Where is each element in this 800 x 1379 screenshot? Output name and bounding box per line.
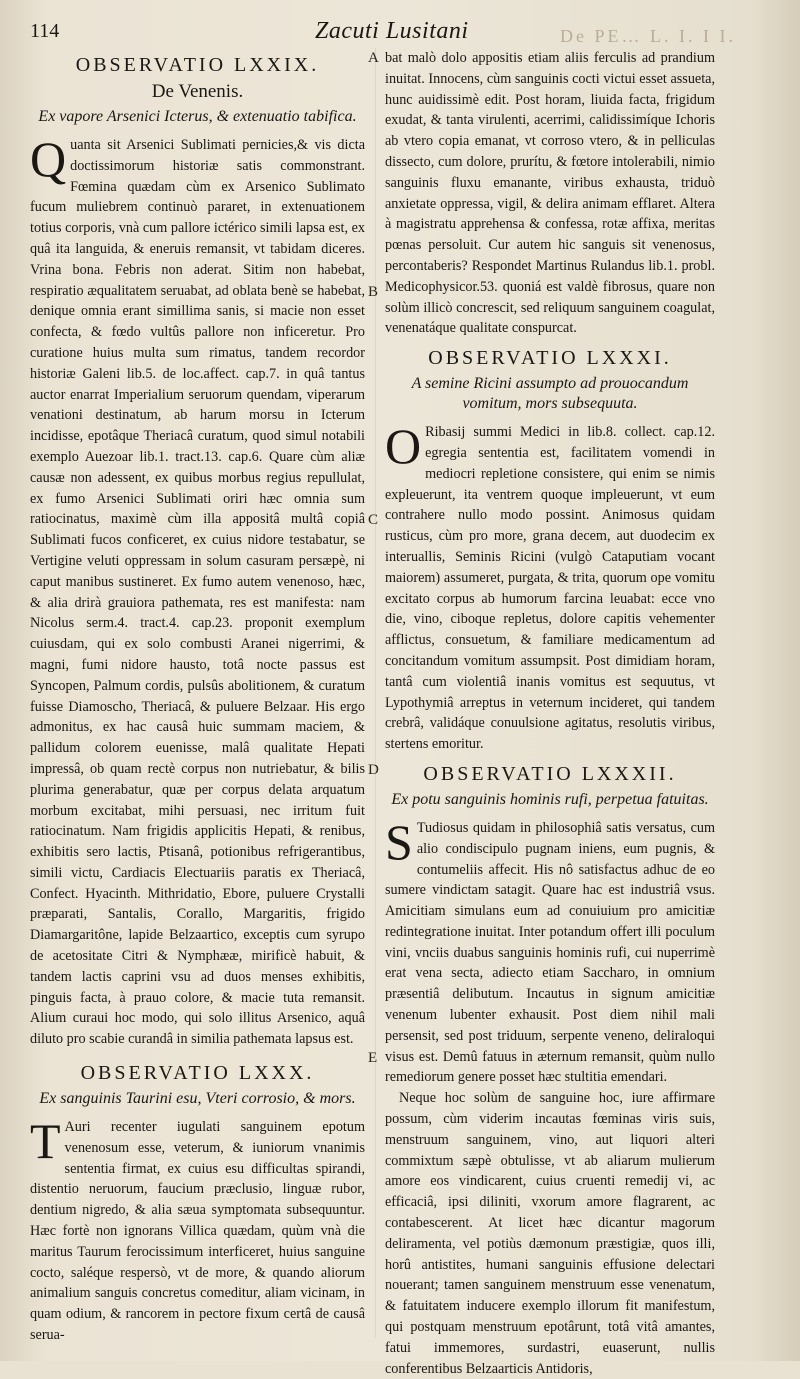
margin-letter-a: A: [368, 50, 379, 66]
right-column: [385, 48, 715, 1379]
paragraph: Ribasij summi Medici in lib.8. collect. cap.12. egregia sententia est, facilitatem vomendi in mediocri repletione consistere, qui enim se nimis expleuerunt, ita ventrem quoque impleuerunt, vt eum contrahere nullo modo possint. Animosus quidam rusticus, cùm pro more, grana decem, aut duodecim ex interuallis, Seminis Ricini (vulgò Cataputiam vocant maiorem) assumeret, purgata, & trita, quorum ope vomitu excitato corpus ab humorum farcina leuabat: ecce vno die, vino, ciboque repletus, dolore capitis vehementer afflictus, consuetum, & familiare medicamentum ad concitandum vomitum assumpsit. Post dimidiam horam, tantâ cum violentiâ inanis vomitus est sequutus, vt Lypothymiâ arreptus in veternum incideret, qui tandem crebrâ, validáque conuulsione agitatus, resolutis viribus, stertens emoritur.: [385, 424, 715, 753]
paragraph: uanta sit Arsenici Sublimati pernicies,& vis dicta doctissimorum historiæ satis commonstrant. Fœmina quædam cùm ex Arsenico Sublimato fucum muliebrem continuò pararet, in extenuationem totius corporis, vnà cum pallore ictérico simili lapsa est, ex quâ ita languida, & eneruis remansit, vt tabidam diceres. Vrina bona. Febris non aderat. Sitim non habebat, respiratio æqualitatem seruabat, ad oblata benè se habebat, denique omnia erant simillima sanis, si macie non esset confecta, & fœdo vultûs pallore non inficeretur. Pro curatione huius multa sum rimatus, tandem recordor historiæ Galeni lib.5. de loc.affect. cap.7. in quâ tantus auctor enarrat Imperialium seruorum quendam, viperarum venationi destinatum, ab harum morsu in Icterum incidisse, epotâque Theriacâ curatum, quod simul notabili exemplo Auezoar lib.1. tract.13. cap.6. Quare cùm aliæ causæ non adessent, ex quibus morbus regius repullulat, ex fumo Arsenici Sublimati oriri hæc omnia sum ratiocinatus, maximè cùm illa appositâ multâ copiâ Sublimati fucos conficeret, ex cuius nidore testabatur, se Vertigine veluti oppressam in solum casuram persæpè, ni caput manibus sustineret. Ex fumo autem venenoso, hæc, & alia drirà grauiora pathemata, res est manifesta: nam Nicolus serm.4. tract.4. cap.23. proponit exemplum cuiusdam, qui ex solo combusti Aranei nigerrimi, & magni, fumi nidore hausto, totâ nocte passus est Syncopen, Palmum cordis, pulsûs abolitionem, & curatum fuisse Diamoscho, Theriacâ, & puluere Belzaar. His ergo admonitus, ex hac causâ huic summam maciem, & pallidum colorem euenisse, malâ qualitate Hepati impressâ, ob quam rectè corpus non nutriebatur, & bilis plurima generabatur, quæ per corpus delata arquatum morbum excitabat, mihi persuasi, nec irritum fuit ratiocinatum. Nam frigidis applicitis Hepati, & renibus, exhibitis sero lactis, Ptisanâ, potionibus refrigerantibus, simili victu, Cardiacis Electuariis paratis ex Theriacâ, Confect. Hyacinth. Mithridatio, Ebore, puluere Crystalli præparati, Santalis, Corallo, Margaritis, frigido Diamargaritône, lapide Belzaartico, exceptis cum syrupo de acetositate Citri & Nymphææ, mirificè habuit, & tandem lactis caprini vsu ad duos menses exhibitis, pinguis facta, à prauo colore, & macie tuta remansit. Alium curaui hoc modo, qui solo illitus Arsenico, aquâ diluto pro scabie curandâ in similia pathemata lapsus est.: [30, 137, 365, 1048]
margin-letter-d: D: [368, 762, 379, 778]
observation-81: [385, 347, 715, 755]
observation-title: OBSERVATIO LXXXI.: [428, 347, 672, 370]
margin-letter-c: C: [368, 512, 379, 528]
observation-body: [30, 131, 365, 1050]
page-header: [0, 20, 800, 50]
observation-79: [30, 54, 365, 1050]
observation-body: [385, 813, 715, 1379]
paragraph: Tudiosus quidam in philosophiâ satis versatus, cum alio condiscipulo pugnam iniens, eum pugnis, & contumeliis affecit. His nô satisfactus adhuc de eo sumere vindictam satagit. Quare hac est industriâ vsus. Amicitiam simulans eum ad conuiuium pro amicitiæ redintegratione inuitat. Inter potandum offert illi poculum vini, vnciis duabus sanguinis hominis rufi, cui nuperrimè erat vena secta, adiecto etiam Saccharo, in omnium præsentiâ delibutum. Incautus in signum amicitiæ venenum lubenter exhausit. Post diem nihil mali persensit, sed post triduum, serpente veneno, deliraloqui visus est. Demû fatuus in æternum remansit, quùm nullo remediorum genere posset hæc stultitia emendari.: [385, 819, 715, 1086]
drop-cap: S: [385, 813, 413, 870]
bleed-through-text: De PE… L. I. I I.: [560, 26, 736, 46]
paragraph: bat malò dolo appositis etiam aliis ferculis ad prandium inuitat. Innocens, cùm sanguinis cocti victui esset assueta, hunc auidissimè edit. Post horam, liuida facta, frigidum exudat, & tanta virulenti, acerrimi, calidissimíque Ichoris ab vtero copia emanat, vt corroso vtero, & in pelliculas dissecto, cum dolore, prurítu, & fœtore intolerabili, nimio sanguinis fluxu emanante, viribus exhausta, triduò anxietate oppressa, vigil, & delira animam efflaret. Altera à magistratu apprehensa & confessa, rotæ affixa, meritas pœnas persoluit. Cur autem hic sanguis sit venenosus, percontaberis? Respondet Martinus Rulandus lib.1. probl. Medicophysicor.53. quoniá est valdè fibrosus, quare non solùm illicò concrescit, sed reliquum sanguinem coagulat, venenatáque qualitate conspurcat.: [385, 50, 715, 337]
observation-subtitle: De Venenis.: [151, 81, 244, 102]
column-gutter: [375, 48, 376, 1338]
observation-title: OBSERVATIO LXXIX.: [75, 54, 320, 76]
observation-lemma: Ex potu sanguinis hominis rufi, perpetua fatuitas.: [391, 790, 709, 808]
observation-lemma: Ex vapore Arsenici Icterus, & extenuatio tabifica.: [38, 108, 357, 125]
paragraph: Auri recenter iugulati sanguinem epotum venenosum esse, veterum, & iuniorum vnanimis sententia firmat, ex cuius esu difficultas spirandi, distentio neruorum, faucium præclusio, linguæ rubor, dentium nigredo, & alia sæua symptomata subsequuntur. Hæc fortè non ignorans Villica quædam, quùm vnà die maritus Taurum ferocissimum interficeret, huius sanguine cocto, saléque respersò, vt de more, & quando aliorum animalium sanguis concretus comeditur, aliam vicinam, in quam odium, & rancorem in pectore fixum certâ de causâ serua-: [30, 1119, 365, 1344]
observation-body: [30, 1113, 365, 1346]
continued-text: [385, 48, 715, 339]
drop-cap: O: [385, 418, 422, 475]
observation-title: OBSERVATIO LXXXII.: [423, 762, 677, 785]
observation-title: OBSERVATIO LXXX.: [80, 1062, 315, 1085]
left-column: [30, 48, 365, 1346]
observation-body: [385, 418, 715, 755]
observation-lemma: A semine Ricini assumpto ad prouocandum vomitum, mors subsequuta.: [411, 375, 689, 413]
paragraph: Neque hoc solùm de sanguine hoc, iure affirmare possum, cùm viderim incautas fœminas viris suis, menstruum sanguinem, vino, aut liquori alteri commixtum sæpè obtulisse, vt ab aliarum mulierum amore eos vindicarent, cuius cruenti remedij vi, ac efficaciâ, ipsi diliniti, vxorum amore flagrarent, ac contabescerent. At licet hæc dicantur magorum deliramenta, vel potiùs dæmonum præstigiæ, quos illi, horû antistites, humani sanguinis effusione delectari nouerant; tamen sanguinem menstruum esse venenatum, & fatuitatem inducere exemplo illorum fit manifestum, qui postquam menstruum epotârunt, totâ vitâ amantes, fatui immemores, surdastri, euaserunt, nullis conferentibus Belzaarticis Antidoris,: [385, 1090, 715, 1377]
running-head: Zacuti Lusitani: [315, 18, 469, 44]
observation-lemma: Ex sanguinis Taurini esu, Vteri corrosio, & mors.: [39, 1090, 356, 1108]
drop-cap: T: [30, 1113, 61, 1170]
page-number: 114: [30, 20, 60, 42]
observation-80: [30, 1062, 365, 1346]
observation-82: [385, 763, 715, 1379]
margin-letter-e: E: [368, 1050, 378, 1066]
drop-cap: Q: [30, 131, 67, 187]
margin-letter-b: B: [368, 284, 379, 300]
